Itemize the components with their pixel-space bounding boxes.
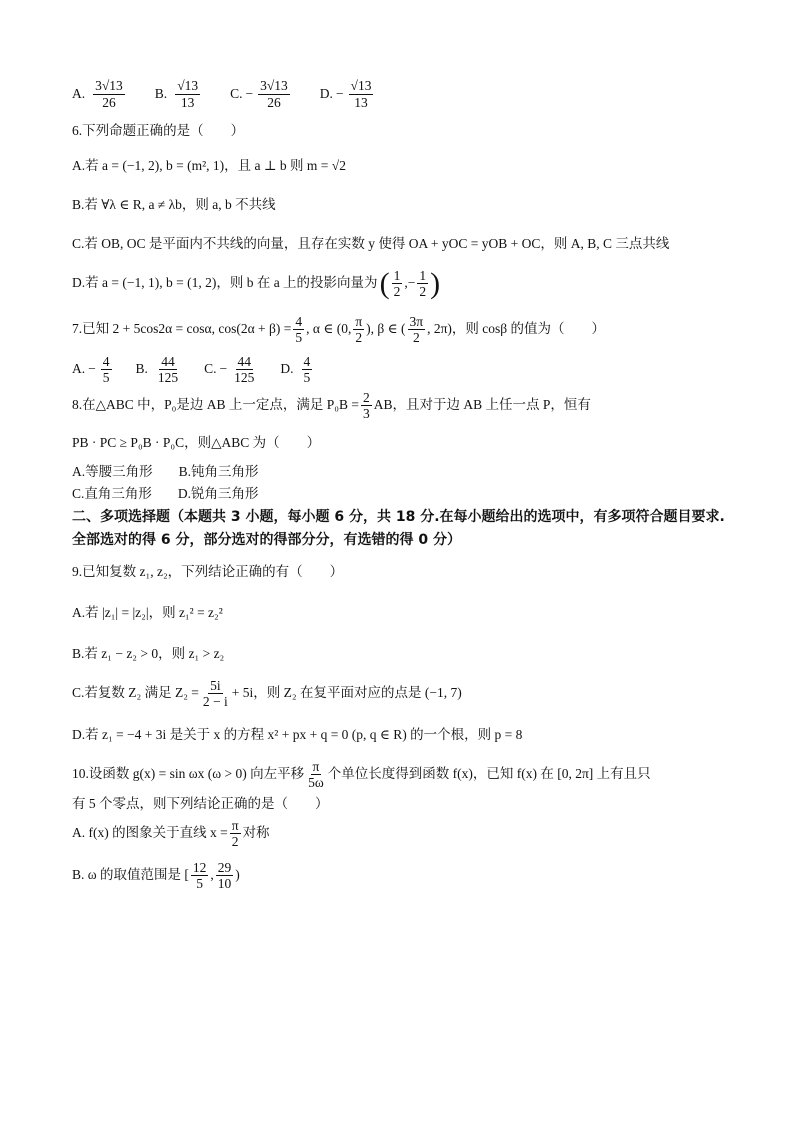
denominator: 13 — [180, 94, 195, 110]
fraction — [216, 860, 234, 892]
q7-option-d — [280, 354, 314, 386]
numerator: 3√13 — [260, 77, 288, 93]
q10-option-b-text: ) — [235, 867, 240, 883]
q7-stem-text: ), β ∈ ( — [366, 321, 406, 337]
fraction — [392, 268, 403, 300]
numerator: 3π — [409, 313, 424, 329]
q8-option-b: B.钝角三角形 — [178, 463, 259, 479]
denominator: 13 — [354, 94, 368, 110]
numerator: 1 — [419, 267, 427, 283]
q7-option-a — [72, 354, 114, 386]
q9-stem: 9.已知复数 z₁, z₂，下列结论正确的有（ ） — [72, 564, 344, 580]
q6-option-b: B.若 ∀λ ∈ R, a ≠ λb，则 a, b 不共线 — [72, 196, 276, 212]
denominator: 2 — [355, 330, 363, 346]
q5-option-c — [230, 78, 292, 110]
minus-sign: − — [407, 275, 416, 291]
numerator: 44 — [237, 353, 252, 369]
q7-stem — [72, 314, 734, 346]
fraction — [101, 354, 112, 386]
q5-option-a — [72, 78, 127, 110]
q8-options-row2 — [72, 485, 734, 504]
numerator: π — [355, 313, 363, 329]
fraction — [306, 759, 326, 791]
q9-option-a: A.若 |z₁| = |z₂|，则 z₁² = z₂² — [72, 605, 223, 621]
q6-stem: 6.下列命题正确的是（ ） — [72, 123, 245, 138]
paren-open: ( — [379, 266, 390, 300]
denominator: 5 — [295, 330, 303, 346]
q7-options — [72, 354, 734, 386]
numerator: 5i — [210, 677, 221, 693]
denominator: 5 — [102, 370, 110, 386]
numerator: 4 — [102, 353, 110, 369]
q10-option-a-text: 对称 — [242, 825, 270, 841]
q10-stem — [72, 759, 734, 791]
fraction — [349, 78, 374, 110]
numerator: 3√13 — [95, 77, 123, 93]
q7-stem-text: , 2π)，则 cosβ 的值为（ ） — [427, 321, 606, 337]
q9-option-d: D.若 z₁ = −4 + 3i 是关于 x 的方程 x² + px + q = 0 (p, q ∈ R) 的一个根，则 p = 8 — [72, 726, 523, 742]
option-letter: B. — [154, 85, 168, 101]
q10-option-b — [72, 860, 734, 892]
denominator: 125 — [157, 370, 179, 386]
denominator: 2 − i — [202, 694, 228, 710]
q5-option-d — [320, 78, 376, 110]
fraction — [175, 78, 200, 110]
fraction — [232, 354, 256, 386]
fraction — [353, 314, 364, 346]
numerator: π — [231, 817, 239, 833]
numerator: 12 — [192, 859, 207, 875]
numerator: 4 — [295, 313, 303, 329]
q6-option-d — [72, 268, 734, 300]
q8-stem — [72, 390, 734, 422]
q7-stem-text: 7.已知 2 + 5cos2α = cosα, cos(2α + β) = — [72, 321, 292, 337]
numerator: √13 — [350, 77, 372, 93]
fraction — [361, 390, 372, 422]
fraction — [156, 354, 180, 386]
q10-stem-text: 10.设函数 g(x) = sin ωx (ω > 0) 向左平移 — [72, 766, 305, 782]
denominator: 2 — [419, 284, 427, 300]
q8-option-c: C.直角三角形 — [72, 486, 152, 502]
option-letter: A. — [72, 361, 86, 377]
denominator: 10 — [217, 876, 232, 892]
q9-option-c-text: C.若复数 Z₂ 满足 Z₂ = — [72, 685, 199, 701]
q7-option-c — [204, 354, 258, 386]
fraction — [258, 78, 290, 110]
option-letter: D. — [280, 361, 294, 377]
fraction — [230, 818, 241, 850]
numerator: 2 — [362, 389, 370, 405]
q10-stem-line2: 有 5 个零点，则下列结论正确的是（ ） — [72, 795, 329, 811]
numerator: 29 — [217, 859, 232, 875]
q6-option-d-text: D.若 a = (−1, 1), b = (1, 2)，则 b 在 a 上的投影向量为 — [72, 275, 378, 291]
q6-option-c: C.若 OB, OC 是平面内不共线的向量，且存在实数 y 使得 OA + yOC = yOB + OC，则 A, B, C 三点共线 — [72, 235, 670, 251]
numerator: 44 — [161, 353, 175, 369]
numerator: 4 — [303, 353, 311, 369]
denominator: 2 — [393, 284, 401, 300]
denominator: 5ω — [308, 775, 324, 791]
fraction — [293, 314, 304, 346]
fraction — [302, 354, 313, 386]
denominator: 26 — [267, 94, 281, 110]
q8-option-d: D.锐角三角形 — [177, 486, 259, 502]
denominator: 2 — [412, 330, 420, 346]
numerator: √13 — [177, 77, 199, 93]
q10-option-a-text: A. f(x) 的图象关于直线 x = — [72, 825, 228, 841]
comma: , — [210, 867, 214, 883]
option-sign: − — [88, 361, 96, 377]
q9-option-b: B.若 z₁ − z₂ > 0，则 z₁ > z₂ — [72, 645, 225, 661]
option-letter: D. — [319, 85, 333, 101]
option-letter: B. — [135, 361, 148, 377]
q5-options — [72, 74, 734, 114]
paren-close: ) — [430, 266, 441, 300]
numerator: 1 — [393, 267, 401, 283]
denominator: 125 — [234, 370, 255, 386]
fraction — [201, 678, 230, 710]
fraction — [93, 78, 125, 110]
q6-option-a: A.若 a = (−1, 2), b = (m², 1)，且 a ⊥ b 则 m = √2 — [72, 157, 346, 173]
q9-option-c-text: + 5i，则 Z₂ 在复平面对应的点是 (−1, 7) — [231, 685, 462, 701]
q10-stem-text: 个单位长度得到函数 f(x)，已知 f(x) 在 [0, 2π] 上有且只 — [327, 766, 651, 782]
q10-option-b-text: B. ω 的取值范围是 [ — [72, 867, 189, 883]
option-letter: A. — [72, 85, 86, 101]
fraction — [191, 860, 209, 892]
fraction — [408, 314, 426, 346]
denominator: 5 — [196, 876, 204, 892]
denominator: 3 — [362, 406, 370, 422]
q7-option-b — [136, 354, 183, 386]
denominator: 26 — [102, 94, 116, 110]
comma: , — [404, 275, 408, 291]
option-letter: C. — [204, 361, 217, 377]
denominator: 5 — [303, 370, 311, 386]
denominator: 2 — [231, 834, 239, 850]
q5-option-b — [155, 78, 202, 110]
fraction — [417, 268, 428, 300]
section-heading: 二、多项选择题（本题共 3 小题，每小题 6 分，共 18 分.在每小题给出的选项中，有多项符合题目要求.全部选对的得 6 分，部分选对的得部分分，有选错的得 0 分） — [72, 509, 725, 548]
q8-option-a: A.等腰三角形 — [72, 463, 153, 479]
q9-option-c — [72, 678, 734, 710]
option-letter: C. — [230, 85, 243, 101]
q8-options-row1 — [72, 463, 734, 482]
q7-stem-text: , α ∈ (0, — [306, 321, 352, 337]
q10-option-a — [72, 818, 734, 850]
q8-stem-text: AB，且对于边 AB 上任一点 P，恒有 — [373, 397, 591, 413]
numerator: π — [312, 758, 320, 774]
option-sign: − — [335, 85, 344, 101]
option-sign: − — [219, 361, 228, 377]
option-sign: − — [245, 85, 254, 101]
q8-stem-text: 8.在△ABC 中，P₀是边 AB 上一定点，满足 P₀B = — [72, 397, 359, 413]
q8-stem-line2: PB · PC ≥ P₀B · P₀C，则△ABC 为（ ） — [72, 434, 321, 450]
